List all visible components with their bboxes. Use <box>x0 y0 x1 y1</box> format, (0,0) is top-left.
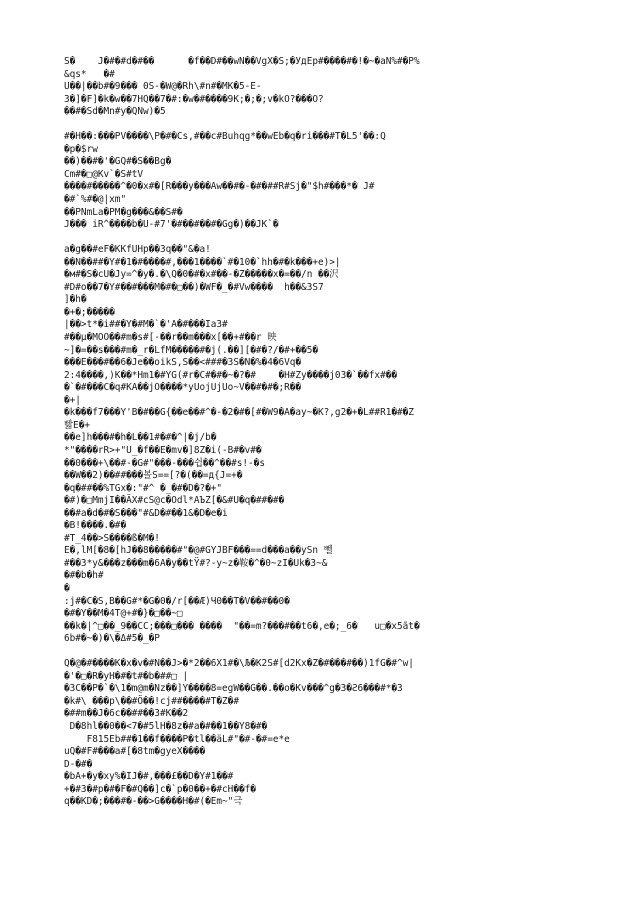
text-line: ��k�|^□��_9��CC;���□��� ���� "��=m?���#��t6�,e�;_6� u□�x5ãt� <box>64 620 420 632</box>
text-line: ��0���+\��#-�G#"���-���쉽��^��#s!-�s <box>64 457 265 469</box>
text-line: �#`%#�@|xm" <box>64 194 127 206</box>
text-line: J��� iR^����b�U-#7'�#��#��#�Gg�)��JK`� <box>64 219 279 231</box>
text-line: �'�□�R�yH�#�t#�b�##□ | <box>64 670 189 682</box>
text-line: �B!����.�#� <box>64 520 127 532</box>
text-line: �`�#���C�q#KA��jO����*yUojUjUo~V��#�#�;R�� <box>64 382 302 394</box>
text-line: �+| <box>64 394 81 406</box>
text-line: ��PNmLa�PM�g���&��S#� <box>64 206 183 218</box>
text-line: ��e]h���#�h�L��1#�#�^|�j/b� <box>64 432 217 444</box>
text-line: +�#3�#p�#�F�#Q��]c�`p�0��+�#cH��f� <box>64 783 256 795</box>
text-line: |��>t*�i##�Y�#M�`�'A�#���Ia3# <box>64 319 228 331</box>
text-line: ~]�=��s���#m�_r�LfM�����#�j(.��][�#�?/�#+��5� <box>64 344 318 356</box>
text-line: �+�;����� <box>64 306 115 318</box>
paragraph-gap <box>64 119 578 132</box>
text-line: ��N��##�Y#�1�#����#,���1����`#�10�`hh�#�k���+e)>| <box>64 256 341 268</box>
text-line: *"����rR>+"U_�f��E�mv�]8Z�i(-B#�v#� <box>64 444 262 456</box>
text-line: �bA+�y�xy%�IJ�#,���£��D�Y#1��# <box>64 771 234 783</box>
text-line: D-�#� <box>64 758 93 770</box>
text-line: �м#�S�cU�Jy=^�y�.�\Q�0�#�x#��-�Z�����x�=��/n ��沢 <box>64 269 339 281</box>
text-line: uQ�#F#���a#[�8tm�gyeX���� <box>64 746 206 758</box>
text-line: a�g��#eF�KKfUHp��3q��"&�a! <box>64 244 211 256</box>
text-line: 2:4����,)K��*Hm1�#YG(#r�C#�#�~�?�# �H#Zy����j03�`��fx#�� <box>64 369 398 381</box>
text-line: ����#�����^�0�x#�[R���y���Aw��#�-�#�##R#Sj�"$h#���*� J# <box>64 181 375 193</box>
text-line: #��3*y&���z���m�6A�y��tŸ#?-y~z�鞍�^�0~zI�Uk�3~& <box>64 557 328 569</box>
text-line: #T_4��>S����ß�M�! <box>64 532 160 544</box>
document-body <box>64 56 578 809</box>
text-line: :j#�C�S,B��G#*�G�0�/r[��Æ)Ч0��T�V��#��0� <box>64 595 290 607</box>
text-line: S� J�#�#d�#�� �f��D#��wN��VgX�S;�УдEp#����#�!�~�aN%#�P% <box>64 56 420 67</box>
text-line: Cm#�□@Kv`�S#tV <box>64 168 144 180</box>
text-line: �##m��J�6c��##��3#K��2 <box>64 708 189 720</box>
text-line: Q�@�#����K�x�v�#N��J>�*2��6X1#�\Љ�K2S#[d2Kx�Z�#���#��)1fG�#^w| <box>64 658 414 670</box>
text-line: �#�Y��M�4T@+#�}�□��~□ <box>64 608 183 620</box>
text-line: 6b#�~�)�\�Δ#5�_�P <box>64 633 160 645</box>
text-line: ��W��2)��##���볼S==[?�(��=д{J=+� <box>64 470 243 482</box>
paragraph-gap <box>64 646 578 659</box>
text-line: ��#�Sd�Mn#y�QNw)�5 <box>64 106 166 118</box>
text-line: #��µ�MOO��#m�s#[-��r��m���x[��+#��r 映 <box>64 332 277 344</box>
text-line: ��#a�d�#�S���"#&D�#��1&�D�e�i <box>64 507 228 519</box>
text-line: �q�##��%TGx�:"#^ �_�#�D�?�+" <box>64 482 223 494</box>
text-line: #�H��:���PV����\P�#�Cs,#��c#Buhqg*��wEb�q�ri���#T�L5'��:Q <box>64 131 386 143</box>
text-line: �p�$rw <box>64 143 98 155</box>
text-line: �3C��P�`�\1�m@m�Nz��]Y����8=egW��G��.��o�Kv���^g�3�Ƨ6���#*�3 <box>64 683 403 695</box>
text-line: E�,lM[�8�[hJ��8�����#"�@#GYJBF���==d���a��ySn 뻴 <box>64 545 333 557</box>
text-line: U��|��b#�9��� 0S-�W@�Rh\#n#�MK�5-E- <box>64 81 262 93</box>
text-line: �k���f7���Y'B�#��G{��e��#^�-�2�#�[#�W9�A�ay~�K?,g2�+�L##R1�#�Z <box>64 407 414 419</box>
text-line: &qs* �# <box>64 68 115 80</box>
text-line: 빫E�+ <box>64 419 90 431</box>
text-line: D�8hl��0��<7�#5lH�8z�#a�#��1��Y8�#� <box>64 720 268 732</box>
text-line: ��)��#�'�GQ#�S��Bg� <box>64 156 172 168</box>
text-line: q��KD�;���#�-��>G����H�#(�Em~"극 <box>64 796 243 808</box>
text-line: ���E���#��6�Je��oikS,S��<###�3S�N�%�4�6Vq� <box>64 357 302 369</box>
text-line: #D#o��7�Y#��#���M�#�□��)�WF�_�#Vw���� h��&3S7 <box>64 281 324 293</box>
text-line: � <box>64 582 70 594</box>
text-line: �k#\ ���p\��#Ö��!cj##����#T�Z�# <box>64 695 239 707</box>
text-line: 3�]�F]�k�w��7HQ��7�#:�w�#����9K;�;�;v�kO?���O? <box>64 93 324 105</box>
text-line: �#�b�h# <box>64 570 104 582</box>
paragraph-gap <box>64 232 578 245</box>
text-line: F815Eb##�1��f����P�tl��äL#"�#-�#=e*e <box>64 733 290 745</box>
text-line: �#)�□MmjI��ÄX#cS@c�Odl*AЪZ[�&#U�q�##�#� <box>64 495 285 507</box>
text-line: ]�h� <box>64 294 87 306</box>
